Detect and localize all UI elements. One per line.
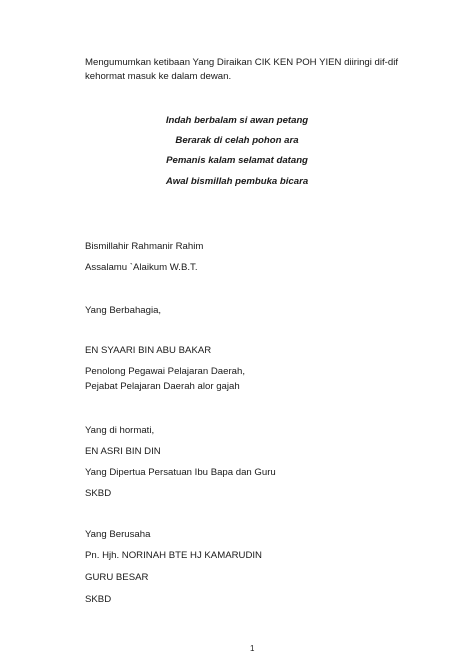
dignitary-org-2: SKBD <box>85 488 112 499</box>
intro-line-2: kehormat masuk ke dalam dewan. <box>85 71 232 82</box>
salutation-1: Yang Berbahagia, <box>85 305 162 316</box>
poem-line-4: Awal bismillah pembuka bicara <box>165 176 309 187</box>
poem-line-2: Berarak di celah pohon ara <box>175 135 299 146</box>
page-number: 1 <box>250 644 255 653</box>
dignitary-title-3: GURU BESAR <box>85 572 149 583</box>
dignitary-title-2: Yang Dipertua Persatuan Ibu Bapa dan Guru <box>85 467 276 478</box>
salam-line: Assalamu `Alaikum W.B.T. <box>85 262 198 273</box>
dignitary-title-1b: Pejabat Pelajaran Daerah alor gajah <box>85 381 240 392</box>
dignitary-org-3: SKBD <box>85 594 112 605</box>
poem-line-1: Indah berbalam si awan petang <box>165 115 309 126</box>
intro-line-1: Mengumumkan ketibaan Yang Diraikan CIK KEN POH YIEN diiringi dif-dif <box>85 57 399 68</box>
salutation-2: Yang di hormati, <box>85 425 155 436</box>
dignitary-name-1: EN SYAARI BIN ABU BAKAR <box>85 345 212 356</box>
dignitary-name-3: Pn. Hjh. NORINAH BTE HJ KAMARUDIN <box>85 550 262 561</box>
dignitary-name-2: EN ASRI BIN DIN <box>85 446 161 457</box>
dignitary-title-1a: Penolong Pegawai Pelajaran Daerah, <box>85 366 246 377</box>
bismillah-line: Bismillahir Rahmanir Rahim <box>85 241 204 252</box>
salutation-3: Yang Berusaha <box>85 529 151 540</box>
poem-line-3: Pemanis kalam selamat datang <box>166 155 308 166</box>
